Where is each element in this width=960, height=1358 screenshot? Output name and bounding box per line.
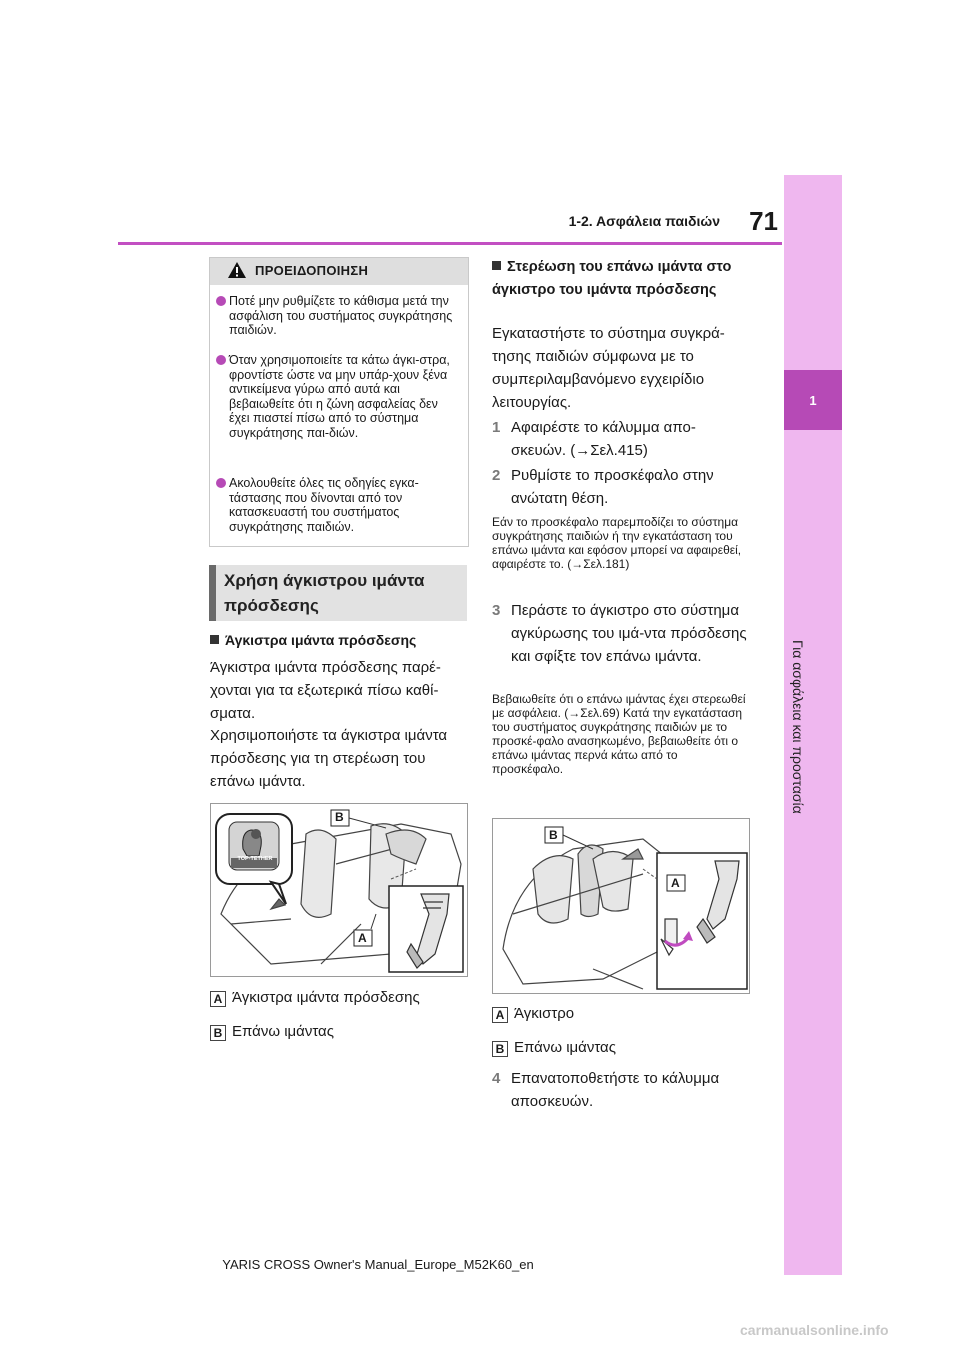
bullet-icon <box>216 478 226 488</box>
legend-item: B Επάνω ιμάντας <box>210 1020 470 1043</box>
step-3: 3 Περάστε το άγκιστρο στο σύστημα αγκύρωσης του ιμά-ντα πρόσδεσης και σφίξτε τον επάνω ιμάντα. <box>492 602 747 665</box>
section-heading-bar <box>209 565 216 621</box>
chapter-number: 1 <box>809 393 817 408</box>
warning-item: Ποτέ μην ρυθμίζετε το κάθισμα μετά την ασφάλιση του συστήματος συγκράτησης παιδιών. <box>216 294 461 338</box>
warning-item: Ακολουθείτε όλες τις οδηγίες εγκα-τάστασης που δίνονται από τον κατασκευαστή του συστήματος συγκράτησης παιδιών. <box>216 476 461 534</box>
paragraph: Εγκαταστήστε το σύστημα συγκρά-τησης παιδιών σύμφωνα με το συμπεριλαμβανόμενο εγχειρίδιο λειτουργίας. <box>492 325 725 411</box>
square-bullet-icon <box>492 261 501 270</box>
paragraph: Άγκιστρα ιμάντα πρόσδεσης παρέ-χονται για τα εξωτερικά πίσω καθί-σματα. <box>210 659 441 722</box>
callout-b: B <box>549 828 558 842</box>
step-1: 1 Αφαιρέστε το κάλυμμα απο-σκευών. (→Σελ.415) <box>492 419 696 459</box>
warning-item: Όταν χρησιμοποιείτε τα κάτω άγκι-στρα, φροντίστε ώστε να μην υπάρ-χουν ξένα αντικείμενα γύρω από αυτά και βεβαιωθείτε ότι η ζώνη ασφαλείας δεν έχει πιαστεί πίσω από το σύστημα συγκράτησης παι-διών. <box>216 353 461 440</box>
section-title: 1-2. Ασφάλεια παιδιών <box>568 213 720 229</box>
callout-a: A <box>671 876 680 890</box>
note: Εάν το προσκέφαλο παρεμποδίζει το σύστημα συγκράτησης παιδιών ή την εγκατάσταση του επάνω ιμάντα και εφόσον μπορεί να αφαιρεθεί, αφαιρέστε το. (→Σελ.181) <box>492 515 742 571</box>
legend-item: B Επάνω ιμάντας <box>492 1036 750 1059</box>
paragraph: Χρησιμοποιήστε τα άγκιστρα ιμάντα πρόσδεσης για τη στερέωση του επάνω ιμάντα. <box>210 727 448 790</box>
sub-heading: Στερέωση του επάνω ιμάντα στο άγκιστρο του ιμάντα πρόσδεσης <box>492 259 732 298</box>
section-heading: Χρήση άγκιστρου ιμάντα πρόσδεσης <box>224 571 425 615</box>
legend-item: A Άγκιστρα ιμάντα πρόσδεσης <box>210 986 470 1009</box>
square-bullet-icon <box>210 635 219 644</box>
footer: YARIS CROSS Owner's Manual_Europe_M52K60_en <box>222 1257 534 1272</box>
step-2: 2 Ρυθμίστε το προσκέφαλο στην ανώτατη θέση. <box>492 467 714 507</box>
watermark[interactable]: carmanualsonline.info <box>740 1322 889 1338</box>
figure-tether-strap <box>492 818 750 994</box>
tether-strap-illustration <box>493 819 749 993</box>
top-tether-badge: TOP-TETHER <box>237 856 273 862</box>
legend-item: A Άγκιστρο <box>492 1002 750 1025</box>
header-rule <box>118 242 782 245</box>
tether-anchor-illustration <box>211 804 467 976</box>
bullet-icon <box>216 296 226 306</box>
chapter-label: Για ασφάλεια και προστασία <box>790 640 806 814</box>
callout-a: A <box>358 931 367 945</box>
warning-title: ΠΡΟΕΙΔΟΠΟΙΗΣΗ <box>255 263 369 278</box>
callout-b: B <box>335 810 344 824</box>
step-4: 4 Επανατοποθετήστε το κάλυμμα αποσκευών. <box>492 1070 720 1110</box>
page-number: 71 <box>749 206 778 236</box>
sub-heading: Άγκιστρα ιμάντα πρόσδεσης <box>210 629 470 652</box>
bullet-icon <box>216 355 226 365</box>
warning-icon <box>227 261 247 279</box>
note: Βεβαιωθείτε ότι ο επάνω ιμάντας έχει στερεωθεί με ασφάλεια. (→Σελ.69) Κατά την εγκατάσταση του συστήματος συγκράτησης παιδιών με το προσκέ-φαλο ανασηκωμένο, βεβαιωθείτε ότι ο επάνω ιμάντας περνά κάτω από το προσκέφαλο. <box>492 692 746 776</box>
figure-tether-anchor <box>210 803 468 977</box>
